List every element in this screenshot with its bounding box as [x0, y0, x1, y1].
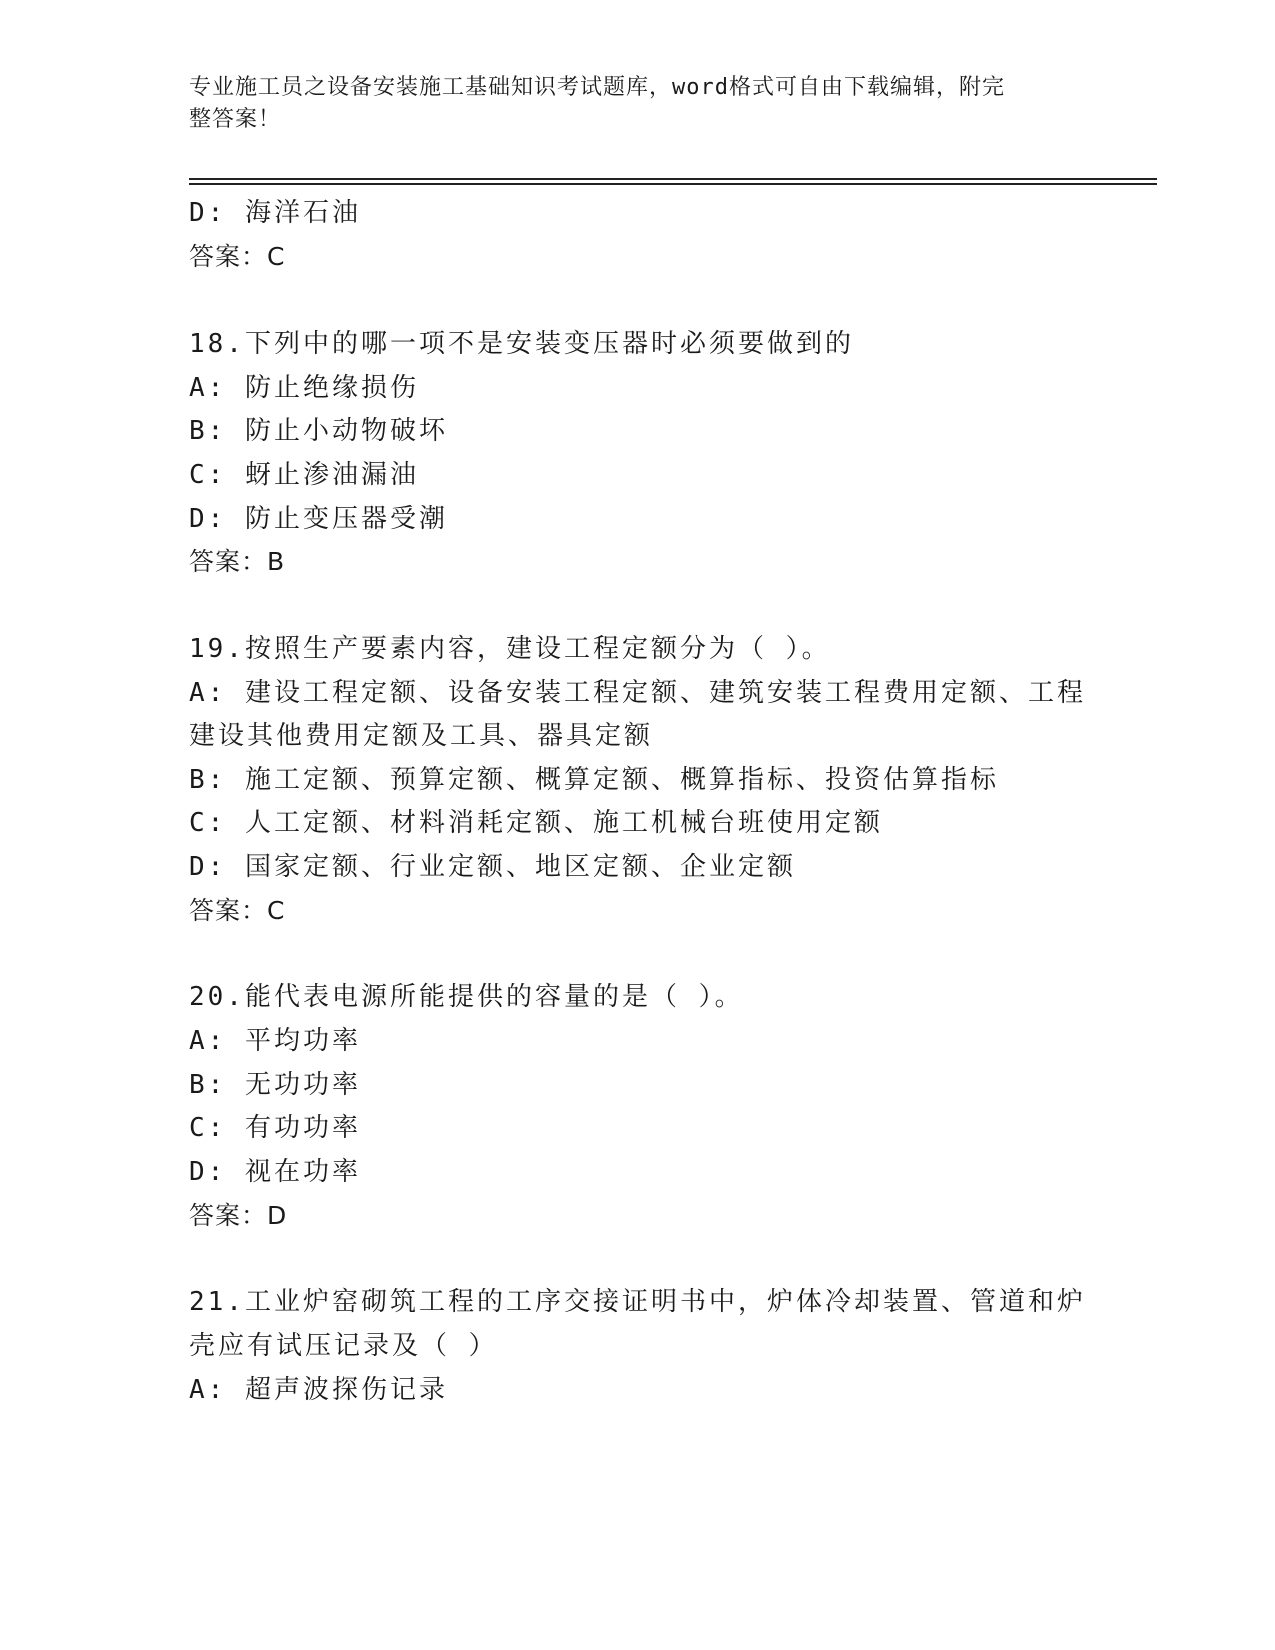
- q19-option-c: C: 人工定额、材料消耗定额、施工机械台班使用定额: [189, 808, 883, 838]
- q19-question: 19.按照生产要素内容，建设工程定额分为（ ）。: [189, 634, 831, 664]
- q18-option-b: B: 防止小动物破坏: [189, 416, 448, 446]
- q21-question-line-2: 壳应有试压记录及（ ）: [189, 1331, 498, 1361]
- q20-question: 20.能代表电源所能提供的容量的是（ ）。: [189, 982, 744, 1012]
- q19-option-a-line-1: A: 建设工程定额、设备安装工程定额、建筑安装工程费用定额、工程: [189, 678, 1086, 708]
- q18-question: 18.下列中的哪一项不是安装变压器时必须要做到的: [189, 329, 854, 359]
- header-divider-bottom: [189, 183, 1157, 185]
- q17-option-d: D: 海洋石油: [189, 198, 361, 228]
- q19-answer: 答案：C: [189, 896, 286, 925]
- q20-answer: 答案：D: [189, 1201, 288, 1230]
- document-header: [189, 72, 1089, 136]
- q19-option-a-line-2: 建设其他费用定额及工具、器具定额: [189, 721, 654, 751]
- q20-option-a: A: 平均功率: [189, 1026, 361, 1056]
- header-divider-top: [189, 178, 1157, 180]
- q21-question-line-1: 21.工业炉窑砌筑工程的工序交接证明书中，炉体冷却装置、管道和炉: [189, 1287, 1086, 1317]
- q19-option-b: B: 施工定额、预算定额、概算定额、概算指标、投资估算指标: [189, 765, 999, 795]
- header-line-2: 整答案！: [189, 107, 282, 132]
- q20-option-c: C: 有功功率: [189, 1113, 361, 1143]
- q18-answer: 答案：B: [189, 547, 286, 576]
- q19-option-d: D: 国家定额、行业定额、地区定额、企业定额: [189, 852, 796, 882]
- header-line-1: 专业施工员之设备安装施工基础知识考试题库，word格式可自由下载编辑，附完: [189, 75, 1005, 100]
- q21-option-a: A: 超声波探伤记录: [189, 1375, 448, 1405]
- q20-option-b: B: 无功功率: [189, 1070, 361, 1100]
- q18-option-c: C: 蚜止渗油漏油: [189, 460, 419, 490]
- q18-option-d: D: 防止变压器受潮: [189, 504, 448, 534]
- q18-option-a: A: 防止绝缘损伤: [189, 373, 419, 403]
- q17-answer: 答案：C: [189, 242, 286, 271]
- q20-option-d: D: 视在功率: [189, 1157, 361, 1187]
